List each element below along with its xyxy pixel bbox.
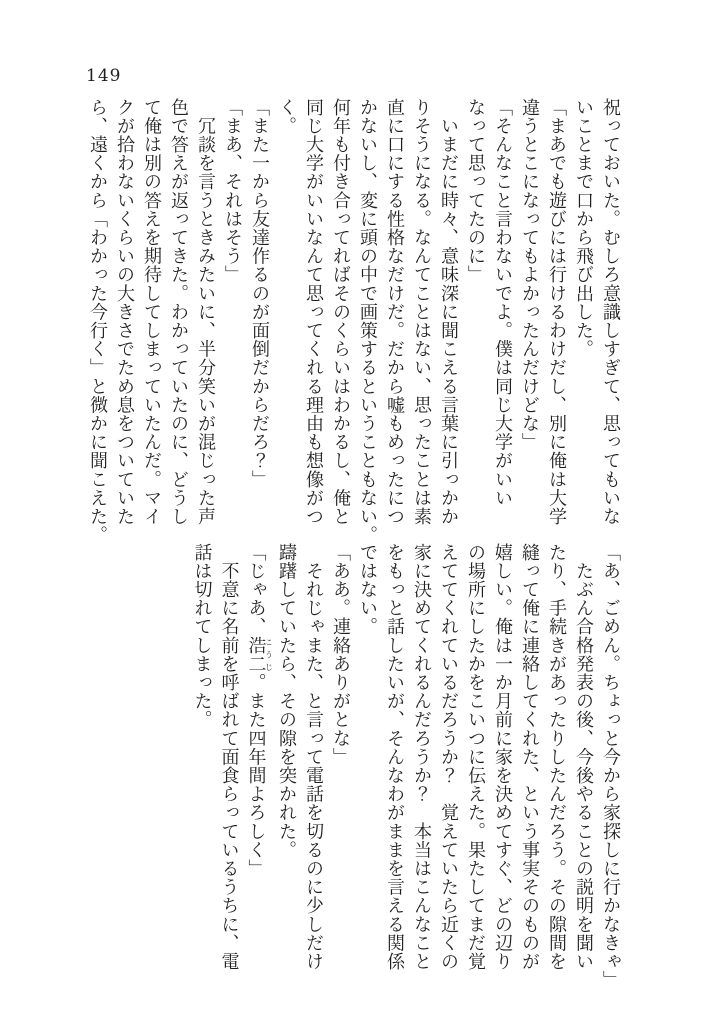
text-line: なって思ってたのに」 bbox=[465, 98, 486, 284]
text-block-upper bbox=[84, 98, 624, 544]
text-line: それじゃまた、と言って電話を切るのに少しだけ bbox=[303, 543, 324, 971]
text-line: 躊躇していたら、その隙を突かれた。 bbox=[276, 543, 297, 860]
text-line: たぶん合格発表の後、今後やることの説明を聞い bbox=[573, 543, 594, 971]
ruby-annotated-name: 浩二こうじ bbox=[245, 636, 274, 674]
text-line: 違うとこになってもよかったんだけどな」 bbox=[519, 98, 540, 452]
text-block-lower bbox=[189, 543, 625, 989]
text-line: 嬉しい。俺は一か月前に家を決めてすぐ、どの辺り bbox=[492, 543, 513, 971]
text-line: 何年も付き合ってればそのくらいはわかるし、俺と bbox=[330, 98, 351, 526]
text-line: 冗談を言うときみたいに、半分笑いが混じった声 bbox=[195, 98, 216, 526]
text-line: りそうになる。なんてことはない、思ったことは素 bbox=[411, 98, 432, 526]
text-line: 「まあでも遊びには行けるわけだし、別に俺は大学 bbox=[546, 98, 567, 526]
text-line: 「また一から友達作るのが面倒だからだろ？」 bbox=[249, 98, 270, 489]
text-line: いまだに時々、意味深に聞こえる言葉に引っかか bbox=[438, 98, 459, 526]
text-line: ら、遠くから「わかった今行く」と微かに聞こえた。 bbox=[87, 98, 108, 545]
text-line: 同じ大学がいいなんて思ってくれる理由も想像がつ bbox=[303, 98, 324, 526]
text-line: 「そんなこと言わないでよ。僕は同じ大学がいい bbox=[492, 98, 513, 508]
text-line: の場所にしたかをこいつに伝えた。果たしてまだ覚 bbox=[465, 543, 486, 971]
text-line: 不意に名前を呼ばれて面食らっているうちに、電 bbox=[218, 543, 240, 971]
text-line: たり、手続きがあったりしたんだろう。その隙間を bbox=[546, 543, 567, 971]
text-line: えててくれているだろうか？ 覚えていたら近くの bbox=[438, 543, 459, 971]
text-line: 「ああ。連絡ありがとな」 bbox=[330, 543, 351, 767]
text-line: 「じゃあ、浩二こうじ。また四年間よろしく」 bbox=[245, 543, 274, 878]
text-line: いことまで口から飛び出した。 bbox=[573, 98, 594, 359]
text-line: 家に決めてくれるんだろうか？ 本当はこんなこと bbox=[411, 543, 432, 971]
text-line: 話は切れてしまった。 bbox=[191, 543, 213, 729]
text-line: 「あ、ごめん。ちょっと今から家探しに行かなきゃ」 bbox=[600, 543, 621, 990]
text-line: 直に口にする性格なだけだ。だから嘘もめったにつ bbox=[384, 98, 405, 526]
text-line: 祝っておいた。むしろ意識しすぎて、思ってもいな bbox=[600, 98, 621, 526]
page-number: 149 bbox=[86, 66, 122, 86]
text-line: て俺は別の答えを期待してしまっていたんだ。マイ bbox=[141, 98, 162, 526]
text-line: ではない。 bbox=[357, 543, 378, 636]
text-line: 「まあ、それはそう」 bbox=[222, 98, 243, 284]
text-line: く。 bbox=[276, 98, 297, 136]
text-line: かないし、変に頭の中で画策するということもない。 bbox=[357, 98, 378, 545]
text-line: 縫って俺に連絡してくれた、という事実そのものが bbox=[519, 543, 540, 971]
text-line: をもっと話したいが、そんなわがままを言える関係 bbox=[384, 543, 405, 971]
text-line: クが拾わないくらいの大きさでため息をついていた bbox=[114, 98, 135, 526]
text-line: 色で答えが返ってきた。わかっていたのに、どうし bbox=[168, 98, 189, 526]
